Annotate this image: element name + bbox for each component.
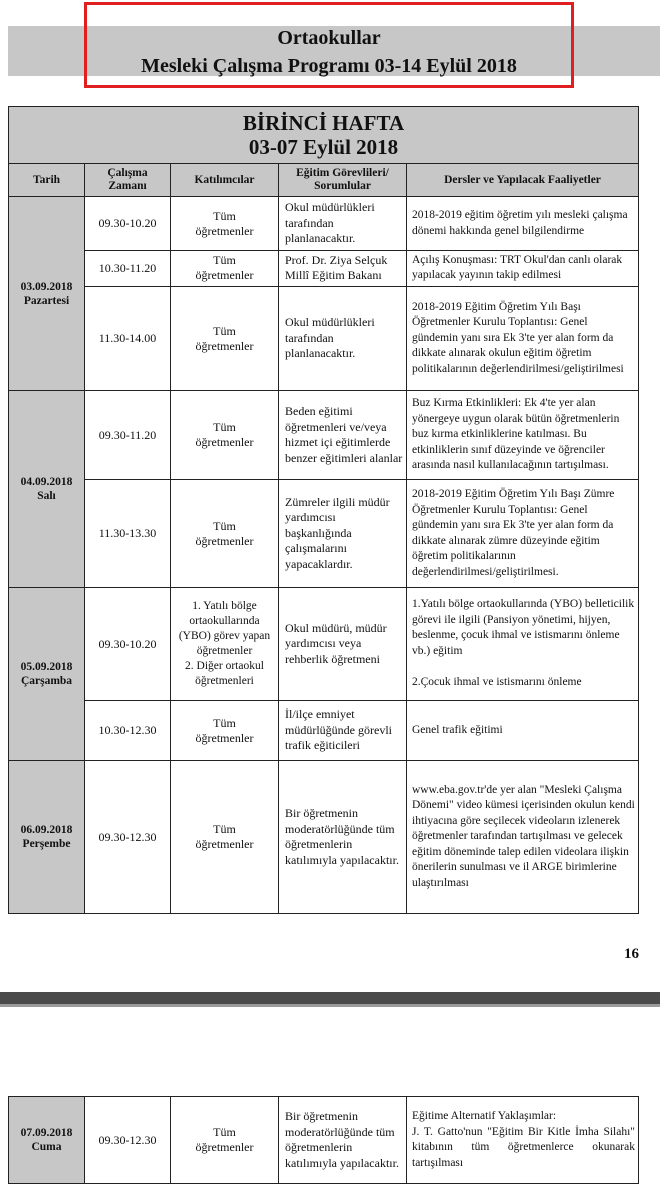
time-cell: 09.30-11.20: [85, 391, 171, 479]
week-heading: [9, 107, 639, 164]
date-cell: 03.09.2018 Pazartesi: [9, 197, 85, 391]
table-row: [9, 391, 639, 479]
title-line-1: Ortaokullar: [277, 27, 381, 49]
activity-cell: [407, 1097, 639, 1184]
column-header-row: [9, 164, 639, 197]
participants-cell: Tüm öğretmenler: [171, 250, 279, 286]
time-cell: 09.30-10.20: [85, 197, 171, 250]
activity-item: Eğitime Alternatif Yaklaşımlar:: [412, 1110, 557, 1122]
table-row: [9, 250, 639, 286]
responsible-cell: Bir öğretmenin moderatörlüğünde tüm öğretmenlerin katılımıyla yapılacaktır.: [279, 1097, 407, 1184]
week-dates: 03-07 Eylül 2018: [248, 135, 399, 160]
date-cell: 07.09.2018 Cuma: [9, 1097, 85, 1184]
participants-cell: Tüm öğretmenler: [171, 1097, 279, 1184]
table-row: [9, 197, 639, 250]
activity-item: J. T. Gatto'nun "Eğitim Bir Kitle İmha Silahı" kitabının tüm öğretmenlerce okunarak tartışılması: [412, 1125, 635, 1169]
table-row: [9, 700, 639, 760]
week-title: BİRİNCİ HAFTA: [242, 111, 405, 136]
col-responsible: Eğitim Görevlileri/ Sorumlular: [279, 164, 407, 197]
activity-cell: 2018-2019 Eğitim Öğretim Yılı Başı Zümre Öğretmenler Kurulu Toplantısı: Genel gündemin yanı sıra Ek 3'te yer alan form da dikkate alınarak zümre düzeyinde eğitim öğretim politikalarının değerlendirilmesi/geliştirilmesi.: [407, 479, 639, 588]
time-cell: 11.30-13.30: [85, 479, 171, 588]
participants-cell: Tüm öğretmenler: [171, 700, 279, 760]
time-cell: 11.30-14.00: [85, 286, 171, 391]
responsible-cell: Beden eğitimi öğretmenleri ve/veya hizmet içi eğitimlerde benzer eğitimleri alanlar: [279, 391, 407, 479]
date-cell: 05.09.2018 Çarşamba: [9, 588, 85, 761]
activity-cell: Açılış Konuşması: TRT Okul'dan canlı olarak yapılacak yayının takip edilmesi: [407, 250, 639, 286]
responsible-cell: Zümreler ilgili müdür yardımcısı başkanlığında çalışmalarını yapacaklardır.: [279, 479, 407, 588]
participants-cell: Tüm öğretmenler: [171, 391, 279, 479]
page-number: 16: [624, 946, 639, 962]
table-row: [9, 479, 639, 588]
time-cell: 10.30-12.30: [85, 700, 171, 760]
time-cell: 10.30-11.20: [85, 250, 171, 286]
time-cell: 09.30-10.20: [85, 588, 171, 701]
time-cell: 09.30-12.30: [85, 761, 171, 914]
col-date: Tarih: [9, 164, 85, 197]
activity-cell: Buz Kırma Etkinlikleri: Ek 4'te yer alan yönergeye uygun olarak bütün öğretmenlerin buz kırma etkinliklerine katılması. Bu etkinliklerin sınıf düzeyinde ve öğrenciler arasında nasıl kullanılacağının tartışılması.: [407, 391, 639, 479]
schedule-table: [8, 106, 639, 914]
page-divider: [0, 992, 660, 1004]
participants-cell: Tüm öğretmenler: [171, 479, 279, 588]
responsible-cell: Bir öğretmenin moderatörlüğünde tüm öğretmenlerin katılımıyla yapılacaktır.: [279, 761, 407, 914]
date-cell: 06.09.2018 Perşembe: [9, 761, 85, 914]
table-row: [9, 761, 639, 914]
page-divider-shadow: [0, 1004, 660, 1007]
participants-cell: Tüm öğretmenler: [171, 761, 279, 914]
col-participants: Katılımcılar: [171, 164, 279, 197]
table-row: [9, 588, 639, 701]
responsible-cell: Okul müdürlükleri tarafından planlanacaktır.: [279, 286, 407, 391]
col-time: Çalışma Zamanı: [85, 164, 171, 197]
col-activities: Dersler ve Yapılacak Faaliyetler: [407, 164, 639, 197]
responsible-cell: Okul müdürlükleri tarafından planlanacaktır.: [279, 197, 407, 250]
activity-cell: [407, 588, 639, 701]
page-title: [84, 24, 574, 80]
activity-item: 1.Yatılı bölge ortaokullarında (YBO) belleticilik görevi ile ilgili (Pansiyon yönetimi, hijyen, beslenme, çocuk ihmal ve istismarını önleme vb.) eğitim: [412, 598, 635, 657]
title-line-2: Mesleki Çalışma Programı 03-14 Eylül 2018: [141, 55, 517, 77]
table-row: [9, 286, 639, 391]
participants-cell: Tüm öğretmenler: [171, 286, 279, 391]
activity-cell: www.eba.gov.tr'de yer alan "Mesleki Çalışma Dönemi" video kümesi içerisinden okulun kendi ihtiyacına göre seçilecek videoların izlenerek öğretmenler tarafından tartışılması ve gelecek eğitim döneminde talep edilen videolara ilişkin önerilerin sunulması ve il ARGE birimlerine ulaştırılması: [407, 761, 639, 914]
responsible-cell: Prof. Dr. Ziya Selçuk Millî Eğitim Bakanı: [279, 250, 407, 286]
table-row: [9, 1097, 639, 1184]
participants-cell: 1. Yatılı bölge ortaokullarında (YBO) görev yapan öğretmenler 2. Diğer ortaokul öğretmenleri: [171, 588, 279, 701]
date-cell: 04.09.2018 Salı: [9, 391, 85, 588]
activity-cell: Genel trafik eğitimi: [407, 700, 639, 760]
responsible-cell: İl/ilçe emniyet müdürlüğünde görevli trafik eğiticileri: [279, 700, 407, 760]
schedule-table-continued: [8, 1096, 639, 1184]
activity-cell: 2018-2019 eğitim öğretim yılı mesleki çalışma dönemi hakkında genel bilgilendirme: [407, 197, 639, 250]
participants-cell: Tüm öğretmenler: [171, 197, 279, 250]
activity-item: 2.Çocuk ihmal ve istismarını önleme: [412, 676, 582, 689]
time-cell: 09.30-12.30: [85, 1097, 171, 1184]
activity-cell: 2018-2019 Eğitim Öğretim Yılı Başı Öğretmenler Kurulu Toplantısı: Genel gündemin yanı sıra Ek 3'te yer alan form da dikkate alınarak okulun eğitim öğretim politikalarının değerlendirilmesi/geliştirilmesi: [407, 286, 639, 391]
responsible-cell: Okul müdürü, müdür yardımcısı veya rehberlik öğretmeni: [279, 588, 407, 701]
